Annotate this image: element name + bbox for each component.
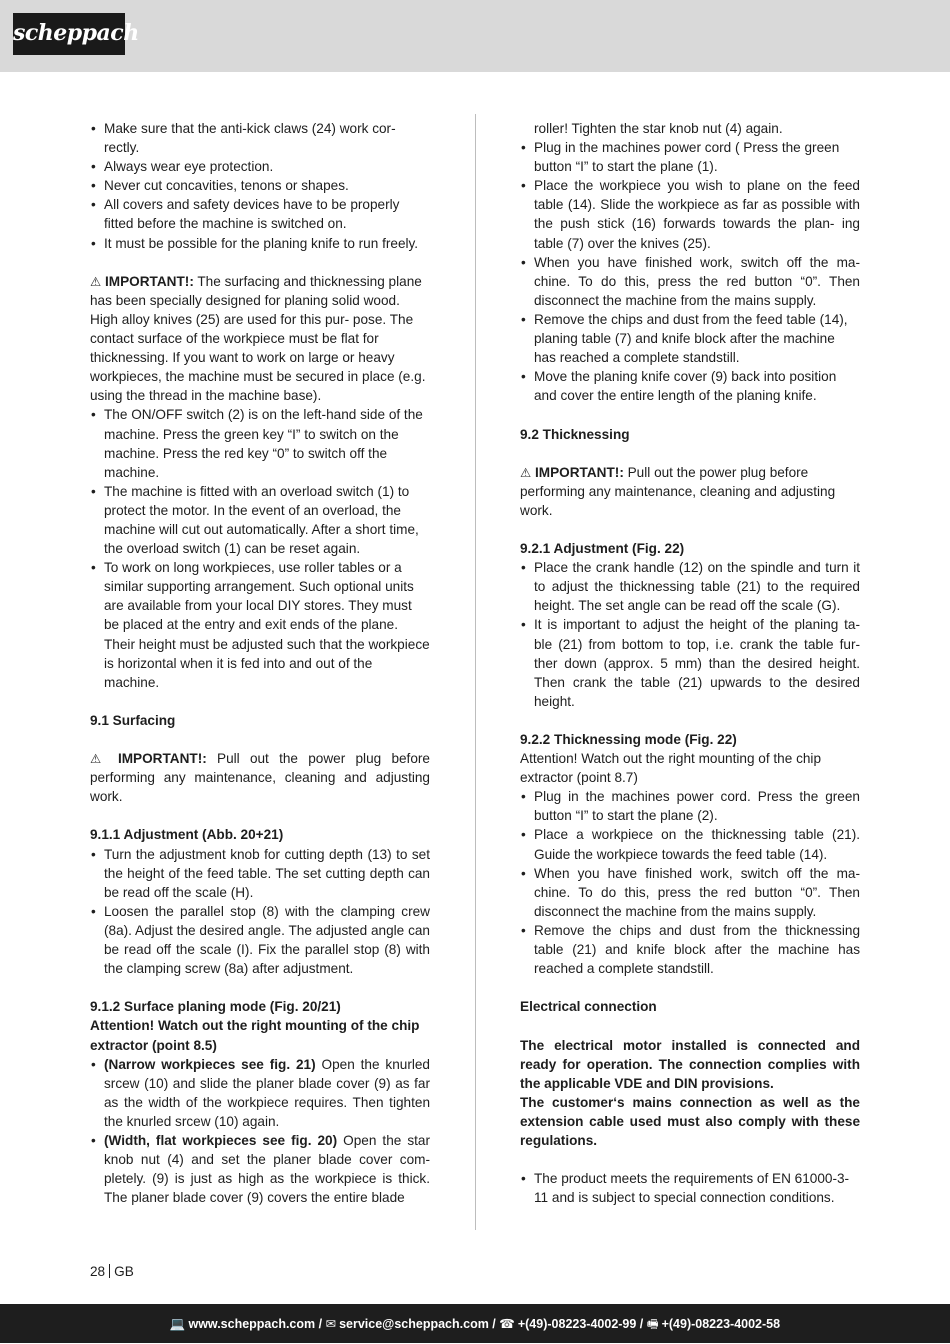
important-label: IMPORTANT!: [117,751,207,767]
list-item: • Make sure that the anti-kick claws (24) work cor- rectly. [90,119,430,157]
list-item: • Move the planing knife cover (9) back into position and cover the entire length of the planing knife. [520,367,860,405]
list-item: • When you have finished work, switch off the ma- chine. To do this, press the red button “0”. Then disconnect the machine from the mains supply. [520,253,860,310]
electrical-bullet-list [520,1169,860,1207]
electrical-paragraph: The customer‘s mains connection as well as the extension cable used must also comply with these regulations. [520,1094,860,1148]
list-item: • Remove the chips and dust from the feed table (14), planing table (7) and knife block after the machine has reached a complete standstill. [520,310,860,367]
list-item: • All covers and safety devices have to be properly fitted before the machine is switched on. [90,195,430,233]
header-bar [0,0,950,72]
section-heading-thick-adjustment: 9.2.1 Adjustment (Fig. 22) [520,541,685,557]
list-item: • (Narrow workpieces see fig. 21) Open the knurled srcew (10) and slide the planer blade cover (9) as far as the width of the workpiece requires. Then tighten the knurled srcew (10) again. [90,1055,430,1131]
list-item: • Plug in the machines power cord. Press the green button “I” to start the plane (2). [520,787,860,825]
list-item: • Remove the chips and dust from the thicknessing table (21) and knife block after the machine has reached a complete standstill. [520,921,860,978]
email-icon: ✉ [325,1316,337,1331]
operation-bullet-list [90,405,430,691]
adjustment-bullet-list [90,845,430,979]
section-heading-adjustment: 9.1.1 Adjustment (Abb. 20+21) [90,827,284,843]
thick-adjustment-list [520,558,860,711]
fax-icon: 🖷 [646,1316,659,1331]
list-item: • Turn the adjustment knob for cutting depth (13) to set the height of the feed table. The set cutting depth can be read off the scale (H). [90,845,430,902]
list-item: • When you have finished work, switch off the ma- chine. To do this, press the red button “0”. Then disconnect the machine from the mains supply. [520,864,860,921]
warning-icon: ⚠ [520,464,532,480]
list-item: • Loosen the parallel stop (8) with the clamping crew (8a). Adjust the desired angle. The adjusted angle can be read off the scale (I). Fix the parallel stop (8) with the clamping screw (8a) after adjustment. [90,902,430,978]
list-item: • Never cut concavities, tenons or shapes. [90,176,430,195]
continued-list [520,119,860,405]
section-heading-thicknessing: 9.2 Thicknessing [520,426,630,442]
footer-website: www.scheppach.com / [188,1317,323,1331]
page-separator [109,1264,110,1278]
list-item: • Place the crank handle (12) on the spindle and turn it to adjust the thicknessing table (21) to the required height. The set angle can be read off the scale (G). [520,558,860,615]
planing-bullet-list [90,1055,430,1208]
brand-logo: scheppach [13,13,125,55]
list-item: • Place the workpiece you wish to plane on the feed table (14). Slide the workpiece as far as possible with the push stick (16) forwards towards the plan- ing table (7) over the knives (25). [520,176,860,252]
list-item: • The product meets the requirements of EN 61000-3-11 and is subject to special connection conditions. [520,1169,860,1207]
important-text: The surfacing and thicknessing plane has been specially designed for planing solid wood. High alloy knives (25) are used for this pur- pose. The contact surface of the workpiece must be flat for thicknessing. If you want to work on large or heavy workpieces, the machine must be secured in place (e.g. using the thread in the machine base). [90,273,426,404]
warning-icon: ⚠ [90,273,102,289]
footer-fax: +(49)-08223-4002-58 [661,1317,781,1331]
list-item: • To work on long workpieces, use roller tables or a similar supporting arrangement. Such optional units are available from your local DIY stores. They must be placed at the entry and exit ends of the plane. Their height must be adjusted such that the workpiece is horizontal when it is fed into and out of the machine. [90,558,430,692]
footer-email: service@scheppach.com / [339,1317,496,1331]
section-heading-surface-planing: 9.1.2 Surface planing mode (Fig. 20/21) [90,999,341,1015]
list-item: • The machine is fitted with an overload switch (1) to protect the motor. In the event of an overload, the machine will cut out automatically. After a short time, the overload switch (1) can be reset again. [90,482,430,558]
electrical-paragraph: The electrical motor installed is connected and ready for operation. The connection complies with the applicable VDE and DIN provisions. [520,1037,860,1091]
footer-phone: +(49)-08223-4002-99 / [517,1317,644,1331]
important-label: IMPORTANT!: [105,273,194,289]
important-note [90,749,430,806]
computer-icon: 💻 [169,1316,186,1331]
list-item: • It is important to adjust the height of the planing ta- ble (21) from bottom to top, i.e. crank the table fur- ther down (approx. 5 mm) than the desired height. Then crank the table (21) upwards to the desired height. [520,615,860,710]
warning-icon: ⚠ [90,751,108,767]
important-label: IMPORTANT!: [535,464,624,480]
important-note [520,463,860,520]
thick-mode-list [520,787,860,978]
phone-icon: ☎ [499,1316,515,1331]
list-item: • (Width, flat workpieces see fig. 20) Open the star knob nut (4) and set the planer blade cover com- pletely. (9) is just as high as the workpiece is thick. The planer blade cover (9) covers the entire blade [90,1131,430,1207]
section-heading-electrical: Electrical connection [520,999,657,1015]
important-text: Pull out the power plug before performing any maintenance, cleaning and adjusting work. [520,464,836,518]
important-text: Pull out the power plug before performing any maintenance, cleaning and adjusting work. [90,751,430,805]
attention-note: Attention! Watch out the right mounting of the chip extractor (point 8.5) [90,1018,420,1053]
right-column [520,119,860,1207]
list-item: • The ON/OFF switch (2) is on the left-hand side of the machine. Press the green key “I” to switch on the machine. Press the red key “0” to switch off the machine. [90,405,430,481]
left-column [90,119,430,1207]
important-note [90,272,430,406]
footer-bar [0,1304,950,1343]
list-item: • It must be possible for the planing knife to run freely. [90,234,430,253]
safety-bullet-list [90,119,430,253]
attention-note: Attention! Watch out the right mounting of the chip extractor (point 8.7) [520,751,822,786]
list-item: • Plug in the machines power cord ( Press the green button “I” to start the plane (1). [520,138,860,176]
section-heading-surfacing: 9.1 Surfacing [90,712,176,728]
column-divider [475,114,476,1230]
list-item: • Place a workpiece on the thicknessing table (21). Guide the workpiece towards the feed table (14). [520,825,860,863]
list-item: • Always wear eye protection. [90,157,430,176]
list-item-continued: roller! Tighten the star knob nut (4) again. [534,121,783,136]
page-number: 28 GB [90,1264,134,1279]
section-heading-thick-mode: 9.2.2 Thicknessing mode (Fig. 22) [520,732,737,747]
